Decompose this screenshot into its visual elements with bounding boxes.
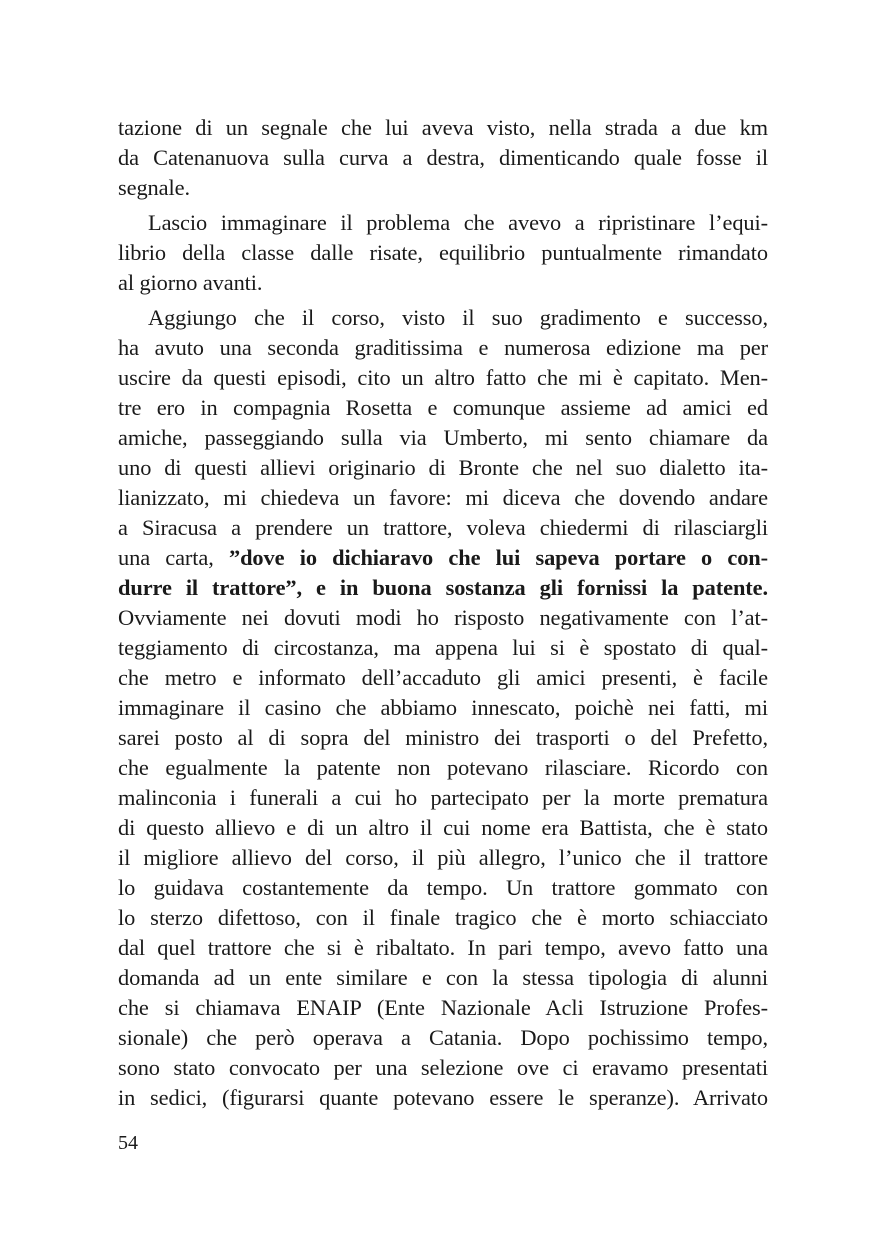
text-line: Aggiungo che il corso, visto il suo gradimento e successo, (148, 305, 768, 330)
text-line: uno di questi allievi originario di Bronte che nel suo dialetto ita- (118, 455, 768, 480)
text-line: lianizzato, mi chiedeva un favore: mi diceva che dovendo andare (118, 485, 768, 510)
page-body (118, 113, 768, 1113)
text-run: una carta, (118, 545, 229, 570)
text-line: domanda ad un ente similare e con la stessa tipologia di alunni (118, 965, 768, 990)
text-line: librio della classe dalle risate, equilibrio puntualmente rimandato (118, 240, 768, 265)
text-line: sono stato convocato per una selezione ove ci eravamo presentati (118, 1055, 768, 1080)
text-line: Lascio immaginare il problema che avevo a ripristinare l’equi- (148, 210, 768, 235)
text-line: che si chiamava ENAIP (Ente Nazionale Acli Istruzione Profes- (118, 995, 768, 1020)
text-line-bold (118, 573, 768, 603)
page-number: 54 (118, 1132, 138, 1154)
text-line: lo guidava costantemente da tempo. Un trattore gommato con (118, 875, 768, 900)
text-line: da Catenanuova sulla curva a destra, dimenticando quale fosse il (118, 145, 768, 170)
text-line: tre ero in compagnia Rosetta e comunque assieme ad amici ed (118, 395, 768, 420)
text-line: tazione di un segnale che lui aveva visto, nella strada a due km (118, 115, 768, 140)
text-line: che metro e informato dell’accaduto gli amici presenti, è facile (118, 665, 768, 690)
text-line: segnale. (118, 175, 190, 200)
text-line: di questo allievo e di un altro il cui nome era Battista, che è stato (118, 815, 768, 840)
text-line: sionale) che però operava a Catania. Dopo pochissimo tempo, (118, 1025, 768, 1050)
text-line: che egualmente la patente non potevano rilasciare. Ricordo con (118, 755, 768, 780)
text-line: Ovviamente nei dovuti modi ho risposto negativamente con l’at- (118, 605, 768, 630)
text-line: sarei posto al di sopra del ministro dei trasporti o del Prefetto, (118, 725, 768, 750)
text-line: dal quel trattore che si è ribaltato. In pari tempo, avevo fatto una (118, 935, 768, 960)
text-line: amiche, passeggiando sulla via Umberto, mi sento chiamare da (118, 425, 768, 450)
text-line: malinconia i funerali a cui ho partecipato per la morte prematura (118, 785, 768, 810)
bold-quote: ”dove io dichiaravo che lui sapeva portare o con- (228, 545, 768, 570)
text-line: al giorno avanti. (118, 270, 263, 295)
text-line: a Siracusa a prendere un trattore, voleva chiedermi di rilasciargli (118, 515, 768, 540)
text-line-mixed (118, 543, 768, 573)
text-line: in sedici, (figurarsi quante potevano essere le speranze). Arrivato (118, 1085, 768, 1110)
text-line: teggiamento di circostanza, ma appena lui si è spostato di qual- (118, 635, 768, 660)
text-line: lo sterzo difettoso, con il finale tragico che è morto schiacciato (118, 905, 768, 930)
text-line: il migliore allievo del corso, il più allegro, l’unico che il trattore (118, 845, 768, 870)
text-line: immaginare il casino che abbiamo innescato, poichè nei fatti, mi (118, 695, 768, 720)
text-line: uscire da questi episodi, cito un altro fatto che mi è capitato. Men- (118, 365, 768, 390)
text-line: ha avuto una seconda graditissima e numerosa edizione ma per (118, 335, 768, 360)
bold-quote: durre il trattore”, e in buona sostanza gli fornissi la patente. (118, 575, 768, 600)
